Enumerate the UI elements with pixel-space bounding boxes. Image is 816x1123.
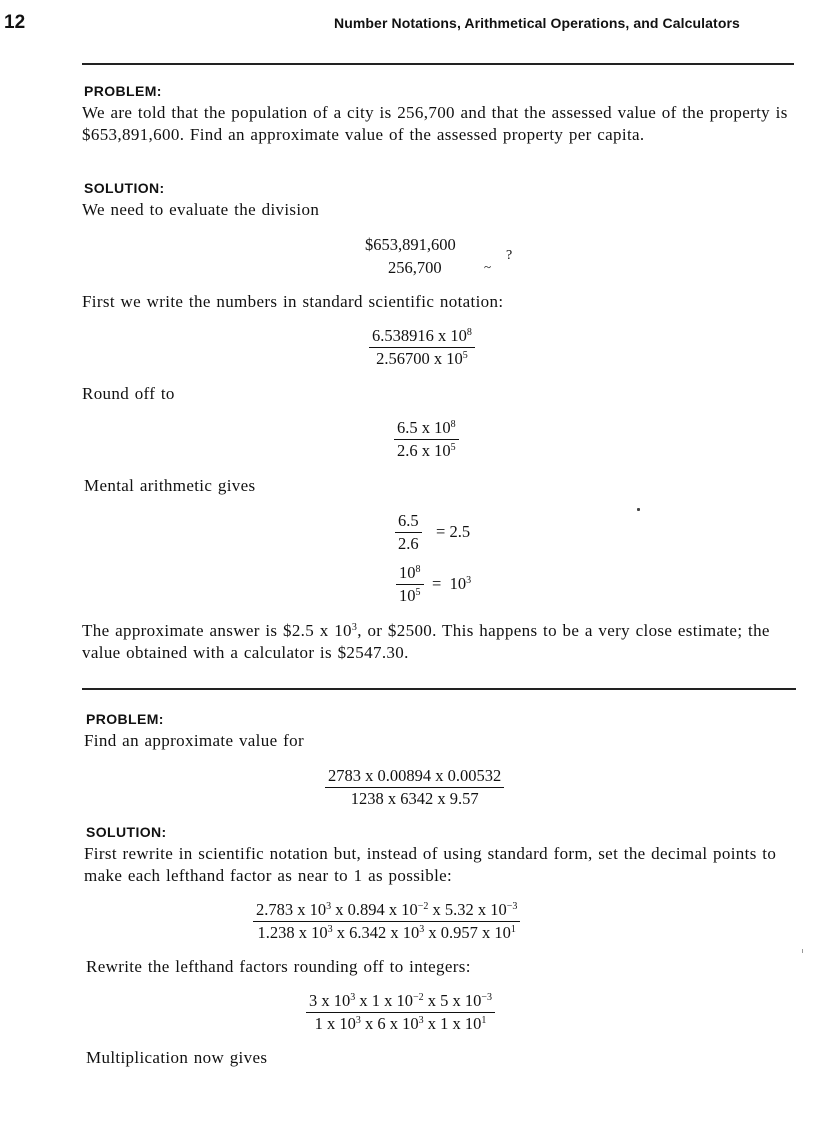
exponent: 3: [355, 1015, 361, 1026]
mantissa: 6.342: [349, 923, 387, 942]
exponent: 3: [327, 924, 333, 935]
mental-fraction-1: [395, 511, 422, 554]
int-expression: [306, 991, 495, 1034]
multiplication-text: Multiplication now gives: [86, 1048, 268, 1067]
sci-fraction-denominator: [369, 348, 475, 369]
exponent: 5: [462, 350, 468, 361]
mantissa: 6.5: [397, 418, 418, 437]
mantissa: 1.238: [257, 923, 295, 942]
power-base: 10: [449, 574, 467, 593]
round-fraction-denominator: [394, 440, 459, 461]
times-sign: x: [421, 418, 430, 437]
mantissa: 6: [377, 1014, 386, 1033]
exponent: −3: [506, 901, 518, 912]
mental-fraction-2: [396, 563, 424, 606]
header-rule: [82, 63, 794, 65]
mantissa: 1: [314, 1014, 323, 1033]
times-sign: x: [477, 923, 495, 942]
times-sign: x: [423, 1014, 441, 1033]
exponent: 5: [415, 587, 421, 598]
exponent: 1: [510, 924, 516, 935]
result-value: 2.5: [449, 522, 471, 541]
mantissa: 3: [309, 991, 318, 1010]
exponent: 8: [415, 564, 421, 575]
power-base: 10: [450, 326, 467, 345]
conclusion-text: [82, 620, 798, 663]
mantissa: 2.6: [397, 441, 418, 460]
fraction-numerator: 6.5: [395, 511, 422, 533]
power-base: 10: [490, 900, 507, 919]
division-denominator: 256,700: [388, 258, 442, 277]
sci-notation-intro: First we write the numbers in standard scientific notation:: [82, 292, 504, 311]
exponent: 1: [481, 1015, 487, 1026]
mantissa: 0.957: [440, 923, 478, 942]
power-base: 10: [402, 923, 420, 942]
problem-text: We are told that the population of a city is 256,700 and that the assessed value of the property is $653,891,600. Find an approximate value of the assessed property per capita.: [82, 103, 788, 144]
problem-label: PROBLEM:: [86, 711, 164, 727]
times-sign: x: [438, 326, 447, 345]
section-divider: [82, 688, 796, 690]
sci-expression: [253, 900, 520, 943]
conclusion-part-2: , or $2500. This happens to be a very close estimate; the value obtained with a calculator is $2547.30.: [82, 621, 770, 662]
exponent: 3: [419, 924, 425, 935]
mental-intro: Mental arithmetic gives: [84, 476, 256, 495]
power-base: 10: [494, 923, 511, 942]
exponent: 8: [466, 327, 472, 338]
fraction-denominator: 1238 x 6342 x 9.57: [350, 789, 479, 808]
exponent: 3: [466, 575, 472, 586]
mantissa: 2.783: [256, 900, 294, 919]
expression-fraction: [325, 766, 504, 809]
times-sign: x: [473, 900, 491, 919]
times-sign: x: [360, 1014, 378, 1033]
times-sign: x: [293, 900, 310, 919]
power-base: 10: [333, 991, 351, 1010]
question-mark: ?: [506, 248, 513, 263]
solution-intro: We need to evaluate the division: [82, 200, 320, 219]
fraction-denominator: 2.6: [398, 534, 419, 553]
solution-text: First rewrite in scientific notation but, instead of using standard form, set the decimal points to make each lefthand factor as near to 1 as possible:: [84, 844, 777, 885]
power-base: 10: [434, 418, 451, 437]
approx-sign: ~: [484, 259, 492, 274]
times-sign: x: [424, 923, 441, 942]
times-sign: x: [448, 1014, 465, 1033]
solution-label: SOLUTION:: [86, 824, 167, 840]
mantissa: 1: [440, 1014, 449, 1033]
solution-label: SOLUTION:: [84, 180, 165, 196]
times-sign: x: [317, 991, 334, 1010]
page-number: 12: [4, 12, 26, 33]
mantissa: 5.32: [444, 900, 474, 919]
sci-fraction-numerator: [369, 326, 475, 348]
power-base: 10: [309, 900, 327, 919]
mental-result-1: [436, 522, 470, 542]
power-base: 10: [446, 349, 463, 368]
times-sign: x: [294, 923, 312, 942]
exponent: 3: [326, 901, 332, 912]
equals-sign: =: [436, 522, 446, 541]
times-sign: x: [322, 1014, 340, 1033]
round-text: Rewrite the lefthand factors rounding off to integers:: [86, 957, 471, 976]
running-title: Number Notations, Arithmetical Operations, and Calculators: [334, 15, 740, 31]
exponent: 3: [418, 1015, 424, 1026]
power-base: 10: [401, 900, 418, 919]
times-sign: x: [355, 991, 372, 1010]
fraction-denominator: [396, 585, 424, 606]
round-fraction-numerator: [394, 418, 459, 440]
fraction-numerator: 2783 x 0.00894 x 0.00532: [325, 766, 504, 788]
problem-text: Find an approximate value for: [84, 731, 304, 750]
round-fraction: [394, 418, 459, 461]
power-base: 10: [402, 1014, 419, 1033]
power-base: 10: [464, 1014, 482, 1033]
stray-mark: [637, 508, 640, 511]
power-base: 10: [399, 586, 416, 605]
problem-label: PROBLEM:: [84, 83, 162, 99]
times-sign: x: [448, 991, 465, 1010]
power-base: 10: [311, 923, 328, 942]
times-sign: x: [433, 349, 443, 368]
times-sign: x: [332, 923, 350, 942]
times-sign: x: [421, 441, 430, 460]
power-base: 10: [334, 621, 352, 640]
int-expression-denominator: [306, 1013, 495, 1034]
mantissa: 6.538916: [372, 326, 434, 345]
times-sign: x: [385, 1014, 403, 1033]
equals-sign: =: [432, 574, 442, 593]
fraction-numerator: [396, 563, 424, 585]
round-intro: Round off to: [82, 384, 175, 403]
power-base: 10: [464, 991, 482, 1010]
mantissa: 5: [440, 991, 449, 1010]
exponent: 3: [351, 622, 358, 633]
times-sign: x: [428, 900, 445, 919]
sci-expression-denominator: [253, 922, 520, 943]
power-base: 10: [434, 441, 451, 460]
edge-mark: [802, 949, 803, 953]
mantissa: 1: [371, 991, 380, 1010]
power-base: 10: [396, 991, 413, 1010]
times-sign: x: [386, 923, 403, 942]
exponent: −2: [413, 992, 424, 1003]
int-expression-numerator: [306, 991, 495, 1013]
times-sign: x: [380, 991, 397, 1010]
mental-result-2: [432, 574, 471, 594]
exponent: −2: [417, 901, 429, 912]
exponent: 5: [450, 442, 456, 453]
exponent: 3: [350, 992, 356, 1003]
power-base: 10: [399, 563, 416, 582]
conclusion-part-1: The approximate answer is $2.5 x: [82, 621, 335, 640]
exponent: 8: [450, 419, 456, 430]
division-numerator: $653,891,600: [365, 235, 456, 254]
mantissa: 0.894: [347, 900, 385, 919]
exponent: −3: [481, 992, 493, 1003]
times-sign: x: [423, 991, 441, 1010]
sci-expression-numerator: [253, 900, 520, 922]
sci-fraction: [369, 326, 475, 369]
mantissa: 2.56700: [376, 349, 430, 368]
power-base: 10: [339, 1014, 356, 1033]
times-sign: x: [331, 900, 348, 919]
times-sign: x: [384, 900, 402, 919]
